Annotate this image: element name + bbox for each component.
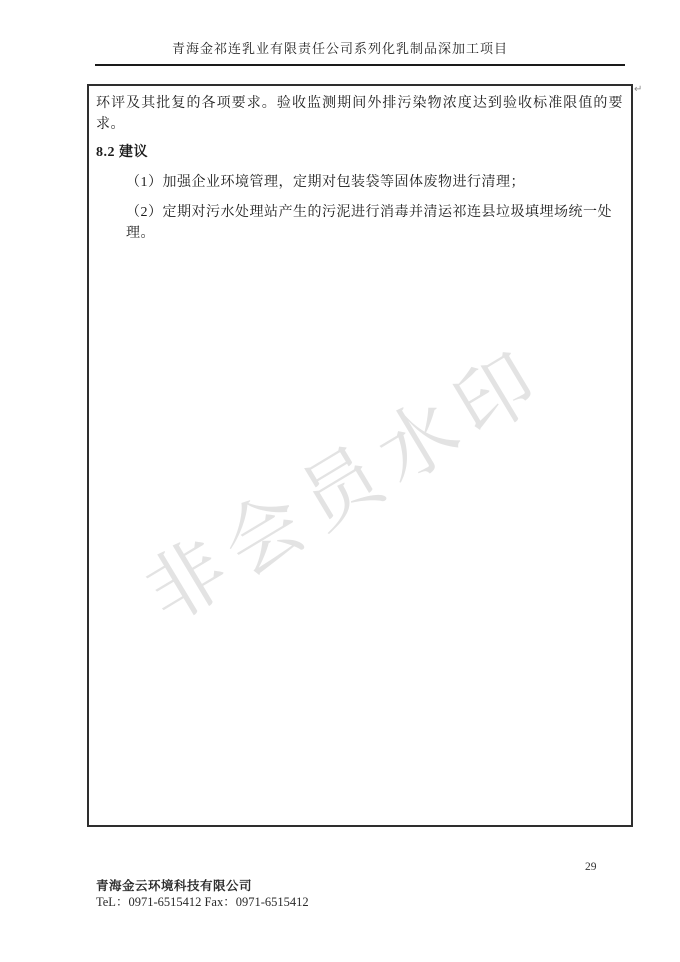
footer-contact-info: TeL：0971-6515412 Fax：0971-6515412 (96, 895, 309, 909)
paragraph-return-mark-icon: ↵ (634, 84, 643, 95)
recommendation-item-1: （1）加强企业环境管理，定期对包装袋等固体废物进行清理； (126, 175, 525, 190)
page-number: 29 (585, 861, 597, 873)
header-title: 青海金祁连乳业有限责任公司系列化乳制品深加工项目 (171, 41, 508, 56)
content-border-box (87, 84, 633, 827)
header-rule-line (95, 64, 625, 66)
content-body (89, 86, 631, 244)
watermark-text: 非会员水印 (131, 332, 562, 639)
recommendation-item-2: （2）定期对污水处理站产生的污泥进行消毒并清运祁连县垃圾填埋场统一处理。 (126, 205, 612, 241)
section-heading-8-2: 8.2 建议 (96, 145, 148, 160)
conclusion-paragraph: 环评及其批复的各项要求。验收监测期间外排污染物浓度达到验收标准限值的要求。 (96, 96, 623, 132)
footer-company-name: 青海金云环境科技有限公司 (96, 879, 253, 893)
